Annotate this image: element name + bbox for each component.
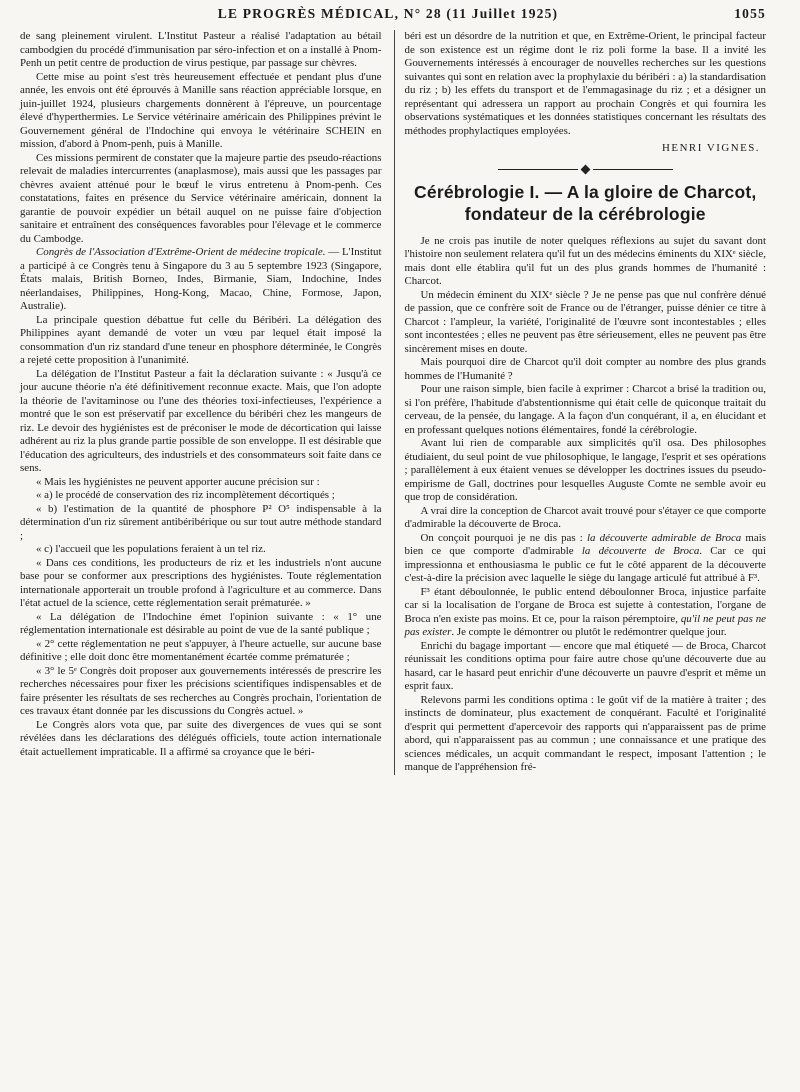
broca-part2: mais bien ce que comporte d'admirable	[404, 531, 766, 557]
running-header	[20, 6, 766, 26]
left-paragraph2-10: Le Congrès alors vota que, par suite des divergences de vues qui se sont révélées dans les déclarations des délégués officiels, toute action internationale était actuellement impraticable. Il a affirmé sa croyance que le béri-	[20, 718, 382, 758]
left-paragraph2-8: « 2° cette réglementation ne peut s'appuyer, à l'heure actuelle, sur aucune base définitive ; elle doit donc être momentanément écartée comme prématurée ;	[20, 637, 382, 663]
article-paragraph-3: Pour une raison simple, bien facile à exprimer : Charcot a brisé la tradition ou, si l'on préfère, l'habitude d'abstentionnisme qui était celle de quiconque traitait du cerveau, de la pensée, du langage. A la façon d'un conquérant, il a, en élucidant et en professant quelques notions élémentaires, fondé la cérébrologie.	[404, 383, 766, 436]
broca-part3: . Car ce qui impressionna et enthousiasma le public ce fut le côté apparent de la découverte c'est-à-dire la précision avec laquelle le siège du langage articulé fut attribué à F³.	[404, 545, 767, 584]
broca-italic1: la découverte admirable de Broca	[587, 531, 742, 544]
divider-line-right	[593, 169, 673, 170]
left-paragraph2-2: « Mais les hygiénistes ne peuvent apporter aucune précision sur :	[36, 475, 320, 488]
broca-part1: On conçoit pourquoi je ne dis pas :	[420, 531, 583, 544]
left-paragraph2-5: « c) l'accueil que les populations feraient à un tel riz.	[36, 543, 266, 555]
article-paragraph-1: Un médecin éminent du XIXᵉ siècle ? Je ne pense pas que nul confrère dénué de passion, que ce confrère soit de France ou de l'étranger, puisse dénier ce titre à Charcot : l'ampleur, la variété, l'originalité de l'œuvre sont incontestables ; elles sont incontestées ; elles ne peuvent pas être sérieusement, elles ne peuvent pas être sincèrement mises en doute.	[404, 288, 766, 355]
divider-ornament-icon	[580, 164, 590, 174]
f3-part1: F³ étant déboulonnée, le public entend déboulonner Broca, injustice parfaite car si la localisation de l'organe de Broca est sujette à contestation, l'organe de Broca n'en existe pas moins. Et ce, pour la raison péremptoire,	[404, 585, 766, 625]
left-paragraph-0: de sang pleinement virulent. L'Institut Pasteur a réalisé l'adaptation au bétail cambodgien du procédé d'immunisation par séro-infection et on a installé à Pnom-Penh un petit centre de production de virus pestique, par passage sur chèvres.	[20, 30, 382, 69]
author-signature: HENRI VIGNES.	[662, 142, 760, 154]
congress-title: Congrès de l'Association d'Extrême-Orient de médecine tropicale.	[36, 246, 326, 258]
article-title: Cérébrologie I. — A la gloire de Charcot, fondateur de la cérébrologie	[414, 181, 757, 224]
f3-italic: qu'il ne peut pas ne pas exister	[404, 612, 766, 638]
page-number: 1055	[734, 6, 766, 21]
journal-title: LE PROGRÈS MÉDICAL, N° 28 (11 Juillet 1925)	[217, 6, 559, 21]
broca-italic2: la découverte de Broca	[581, 545, 700, 557]
f3-part2: . Je compte le démontrer ou plutôt le redémontrer quelque jour.	[451, 626, 727, 638]
article-paragraph-5: A vrai dire la conception de Charcot avait trouvé pour s'étayer ce que comporte d'admirable la découverte de Broca.	[404, 504, 766, 530]
congress-text: — L'Institut a participé à ce Congrès tenu à Singapore du 3 au 5 septembre 1923 (Singapore, États malais, British Borneo, Indes, Birmanie, Siam, Indochine, Indes néerlandaises, Philippines, Hong-Kong, Macao, Chine, Formose, Japon, Australie).	[20, 246, 382, 312]
final-paragraph-1: Relevons parmi les conditions optima : le goût vif de la matière à traiter ; des instincts de dominateur, plus exactement de conquérant. Faculté et l'originalité d'esprit qui permettent d'apercevoir des rapports qui n'apparaissent pas de prime abord, qui n'apparaissent pas au commun ; une connaissance et une pratique des sciences médicales, un acquit commandant le respect, imposant l'attention ; le manque de l'appréhension fré-	[404, 693, 766, 773]
article-paragraph-4: Avant lui rien de comparable aux simplicités qu'il osa. Des philosophes étudiaient, du seul point de vue philosophique, le langage, l'esprit et ses opérations ; parallèlement à eux étaient venues se développer les doctrines issues du pseudo-empirisme de Gall, doctrines pour lesquelles Auguste Comte ne semble avoir eu que trop de considération.	[404, 437, 766, 503]
left-paragraph-1: Cette mise au point s'est très heureusement effectuée et pendant plus d'une année, les envois ont été éprouvés à Manille sans réaction appréciable lorsque, en juin-juillet 1924, plusieurs chargements donnèrent à l'épreuve, un pourcentage élevé d'hyperthermies. Le Service vétérinaire américain des Philippines prévint le Gouvernement général de l'Indochine qui envoya le vétérinaire SCHEIN en mission, d'abord à Pnom-penh, puis à Manille.	[20, 70, 382, 150]
left-paragraph2-4: « b) l'estimation de la quantité de phosphore P² O⁵ indispensable à la détermination d'un riz sûrement antibéribérique ou sur tout autre méthode standard ;	[20, 502, 382, 542]
divider-line-left	[498, 169, 578, 170]
final-paragraph-0: Enrichi du bagage important — encore que mal étiqueté — de Broca, Charcot réunissait les conditions optima pour faire autre chose qu'une découverte due au hasard, car le hasard peut enrichir d'une découverte un pauvre d'esprit et même un esprit faux.	[404, 639, 766, 692]
left-paragraph2-3: « a) le procédé de conservation des riz incomplètement décortiqués ;	[36, 489, 335, 501]
left-paragraph2-6: « Dans ces conditions, les producteurs de riz et les industriels n'ont aucune base pour se conformer aux prescriptions des hygiénistes. Toute réglementation internationale apporterait un trouble profond à l'agriculture et au commerce. Dans l'état actuel de la science, cette réglementation serait prématurée. »	[20, 556, 382, 609]
left-paragraph2-0: La principale question débattue fut celle du Béribéri. La délégation des Philippines ayant demandé de voter un vœu par lequel était imposé la consommation d'un riz standard d'une teneur en phosphore déterminée, le Congrès a rejeté cette proposition à l'unanimité.	[20, 313, 382, 366]
section-divider	[405, 166, 767, 173]
left-paragraph2-9: « 3° le 5ᵉ Congrès doit proposer aux gouvernements intéressés de prescrire les recherches nécessaires pour fixer les précisions scientifiques indispensables et de faire présenter les résultats de ses recherches au Congrès prochain, l'orientation de ces travaux étant donnée par les discussions du Congrès actuel. »	[20, 664, 382, 717]
f3-paragraph	[405, 586, 767, 640]
left-paragraph-2: Ces missions permirent de constater que la majeure partie des pseudo-réactions relevait de maladies intercurrentes (anaplasmose), mais aussi que les passages par chèvres avaient atténué pour le bœuf le virus entretenu à Pnom-penh. Ces constatations, faites en présence du Service vétérinaire américain, donnent la garantie de pouvoir expédier un bétail auquel on ne puisse faire d'objection sanitaire et entraînent des conséquences favorables pour l'élevage et le commerce du Cambodge.	[20, 151, 382, 245]
right-column	[394, 30, 767, 775]
article-paragraph-2: Mais pourquoi dire de Charcot qu'il doit compter au nombre des plus grands hommes de l'Humanité ?	[404, 356, 766, 382]
left-paragraph2-7: « La délégation de l'Indochine émet l'opinion suivante : « 1° une réglementation internationale est désirable au point de vue de la santé publique ;	[20, 610, 382, 636]
broca-paragraph	[405, 532, 767, 586]
left-column	[20, 30, 382, 759]
article-paragraph-0: Je ne crois pas inutile de noter quelques réflexions au sujet du savant dont l'histoire non seulement relatera qu'il fut un des médecins éminents du XIXᵉ siècle, mais dont elle établira qu'il fut un des plus grands hommes de l'humanité : Charcot.	[404, 234, 766, 287]
two-column-body	[20, 30, 766, 775]
congress-paragraph	[20, 246, 382, 314]
left-paragraph2-1: La délégation de l'Institut Pasteur a fait la déclaration suivante : « Jusqu'à ce jour aucune théorie n'a été définitivement reconnue exacte. Mais, que l'on adopte la théorie de l'avitaminose ou l'une des théories toxi-infectieuses, l'expérience a montré que le son est préservatif par excellence du béribéri chez les mangeurs de riz. Le devoir des hygiénistes est de préconiser le mode de décortication qui laisse adhérent au riz la plus grande partie possible de son enveloppe. Il est désirable que l'éducation des agriculteurs, des industriels et des consommateurs soit faite dans ce sens.	[20, 367, 382, 474]
right-continuation: béri est un désordre de la nutrition et que, en Extrême-Orient, le principal facteur de son existence est un régime dont le riz poli forme la base. Il a invité les Gouvernements intéressés à encourager de nouvelles recherches sur les questions suivantes qui sont en relation avec la prophylaxie du béribéri : a) la standardisation du riz ; b) les effets du transport et de l'emmagasinage du riz ; et a désigner un représentant qui adressera un rapport au prochain Congrès et qui fournira les observations systématiques et les données statistiques concernant les résultats des méthodes prophylactiques employées.	[404, 30, 766, 137]
